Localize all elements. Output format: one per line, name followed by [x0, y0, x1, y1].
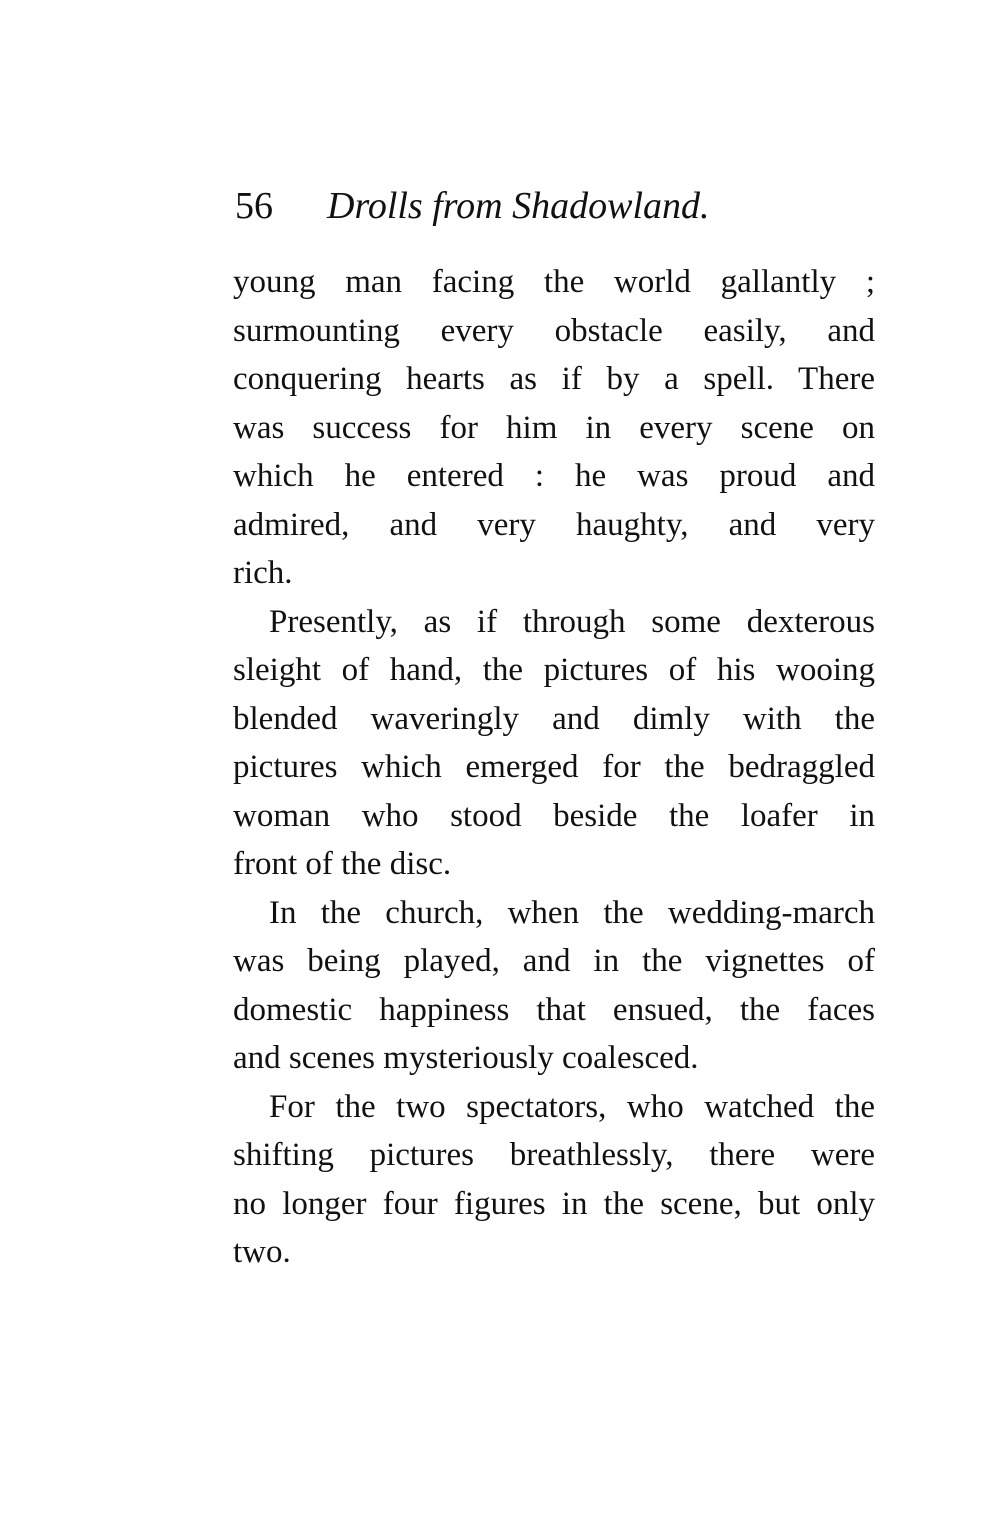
text-line: and scenes mysteriously coalesced. [233, 1040, 699, 1076]
text-line: For the two spectators, who watched the [269, 1088, 875, 1125]
text-line: woman who stood beside the loafer in [233, 797, 875, 834]
paragraph-4 [233, 1083, 875, 1277]
text-line: front of the disc. [233, 846, 452, 882]
text-line: young man facing the world gallantly ; [233, 264, 875, 300]
paragraph-3 [233, 889, 875, 1083]
text-line: two. [233, 1234, 291, 1270]
paragraph-2 [233, 598, 875, 889]
text-line: Presently, as if through some dexterous [269, 603, 875, 640]
text-line: admired, and very haughty, and very [233, 506, 875, 543]
text-line: conquering hearts as if by a spell. There [233, 361, 875, 397]
text-line: pictures which emerged for the bedraggled [233, 749, 875, 785]
body-text [233, 258, 875, 1277]
page-number: 56 [235, 185, 273, 227]
running-header [235, 176, 875, 236]
running-title: Drolls from Shadowland. [327, 185, 710, 227]
text-line: no longer four figures in the scene, but only [233, 1185, 875, 1222]
paragraph-1 [233, 258, 875, 598]
text-line: blended waveringly and dimly with the [233, 700, 875, 737]
text-line: was success for him in every scene on [233, 409, 875, 446]
text-line: surmounting every obstacle easily, and [233, 312, 875, 349]
text-line: was being played, and in the vignettes of [233, 943, 875, 979]
text-line: sleight of hand, the pictures of his wooing [233, 652, 875, 688]
text-line: rich. [233, 555, 293, 591]
text-line: In the church, when the wedding-march [269, 894, 875, 931]
text-line: domestic happiness that ensued, the faces [233, 991, 875, 1028]
text-line: shifting pictures breathlessly, there were [233, 1137, 875, 1173]
text-line: which he entered : he was proud and [233, 458, 875, 494]
